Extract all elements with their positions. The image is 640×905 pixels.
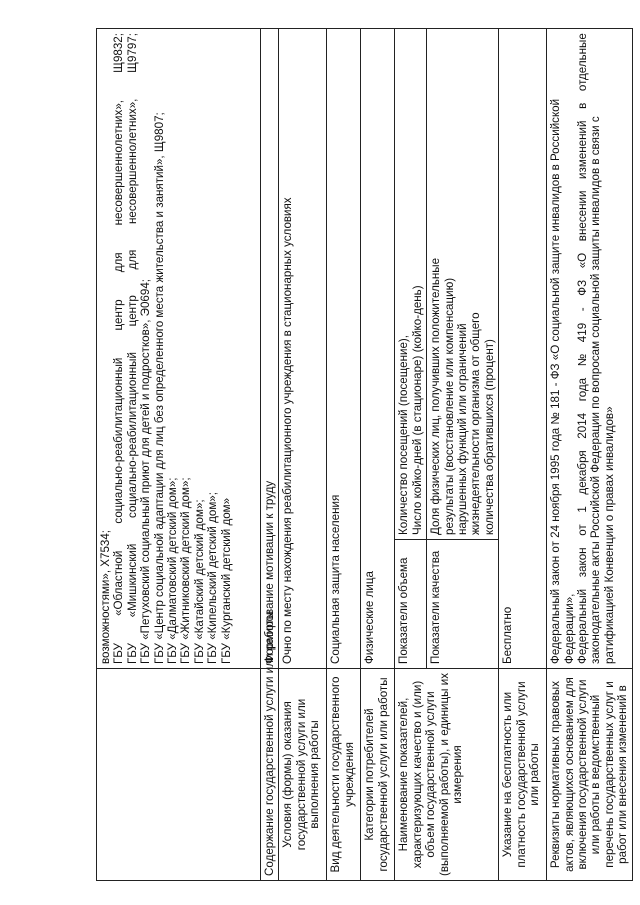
label-line: Вид деятельности государственного bbox=[329, 676, 343, 873]
legal-line-justified bbox=[576, 33, 589, 664]
fee-value: Бесплатно bbox=[499, 29, 547, 669]
label-line: (выполняемой работы), и единицы их bbox=[437, 673, 451, 876]
label-line: включения государственной услуги bbox=[576, 679, 590, 870]
quality-label: Показатели качества bbox=[427, 540, 499, 669]
volume-label: Показатели объема bbox=[395, 540, 426, 669]
legal-line: Федерации», bbox=[562, 593, 576, 664]
word: 2014 bbox=[576, 412, 590, 439]
list-line: ГБУ «Курганский детский дом» bbox=[219, 497, 233, 664]
label-line: работ или внесения изменений в bbox=[616, 685, 630, 864]
word: декабря bbox=[576, 450, 590, 495]
word: «О bbox=[576, 252, 590, 269]
word: внесении bbox=[576, 190, 590, 242]
indicators-subtable bbox=[395, 29, 498, 668]
word: от bbox=[576, 524, 590, 536]
label-line: перечень государственных услуг и bbox=[602, 681, 616, 868]
quality-line: Доля физических лиц, получивших положительные bbox=[429, 257, 443, 535]
legal-acts bbox=[547, 29, 632, 669]
row-label bbox=[547, 669, 632, 881]
word: несовершеннолетних», bbox=[112, 100, 126, 226]
volume-row bbox=[395, 29, 426, 668]
word: «Областной bbox=[112, 550, 126, 616]
word: Федеральный bbox=[576, 588, 590, 664]
volume-value: Количество посещений (посещение), bbox=[397, 335, 411, 535]
quality-line: нарушенных функций или ограничений bbox=[456, 323, 470, 535]
word: центр bbox=[112, 299, 126, 331]
row-work bbox=[261, 29, 279, 881]
word: закон bbox=[576, 547, 590, 578]
word: несовершеннолетних», bbox=[125, 98, 139, 224]
label-line: государственной услуги или bbox=[294, 698, 308, 851]
label-line: Категории потребителей bbox=[363, 708, 377, 841]
word: ГБУ bbox=[125, 643, 139, 664]
row-label-text: Содержание государственной услуги или работы bbox=[263, 610, 276, 876]
legal-line: Федеральный закон от 24 ноября 1995 года № 181 - ФЗ «О социальной защите инвалидов в Российской bbox=[549, 98, 563, 664]
quality-line: жизнедеятельности организма от общего bbox=[469, 312, 483, 535]
row-activity bbox=[327, 29, 361, 881]
label-line: или работы bbox=[528, 743, 542, 806]
volume-value: Число койко-дней (в стационаре) (койко-день) bbox=[410, 285, 424, 535]
quality-line: результаты (восстановление или компенсацию) bbox=[442, 277, 456, 535]
label-line: объем государственной услуги bbox=[424, 691, 438, 858]
row-legal bbox=[547, 29, 632, 881]
label-line: актов, являющихся основанием для bbox=[562, 677, 576, 872]
word: Щ9797; bbox=[125, 33, 139, 73]
word: социально-реабилитационный bbox=[125, 352, 139, 518]
work-value: Формирование мотивации к труду bbox=[261, 29, 279, 669]
activity-value: Социальная защита населения bbox=[327, 29, 361, 669]
row-label bbox=[395, 669, 499, 881]
label-line: учреждения bbox=[342, 742, 356, 807]
label-line: Реквизиты нормативных правовых bbox=[549, 680, 563, 869]
word: - bbox=[576, 307, 590, 312]
indicators-cell bbox=[395, 29, 499, 669]
row-consumers bbox=[361, 29, 395, 881]
legal-line: ратификацией Конвенции о правах инвалидов» bbox=[602, 406, 616, 664]
list-line: ГБУ «Центр социальной адаптации для лиц без определенного места жительства и занятий», Щ9807; bbox=[152, 112, 166, 664]
row-label bbox=[499, 669, 547, 881]
label-line: или работы в ведомственный bbox=[589, 694, 603, 855]
quality-line: количества обратившихся (процент) bbox=[482, 339, 496, 535]
label-line: Наименование показателей, bbox=[397, 697, 411, 852]
list-line: ГБУ «Петуховский социальный приют для детей и подростков», Э0694; bbox=[139, 279, 153, 664]
consumers-value: Физические лица bbox=[361, 29, 395, 669]
label-line: характеризующих качество и (или) bbox=[410, 680, 424, 869]
institutions-list bbox=[97, 29, 261, 669]
label-line: Указание на бесплатность или bbox=[501, 691, 515, 858]
row-label bbox=[327, 669, 361, 881]
row-content bbox=[97, 29, 261, 881]
word: года bbox=[576, 377, 590, 402]
label-line: платность государственной услуги bbox=[514, 681, 528, 868]
list-line: ГБУ «Житниковский детский дом»; bbox=[179, 477, 193, 664]
word: для bbox=[125, 249, 139, 270]
word: изменений bbox=[576, 120, 590, 179]
label-line: измерения bbox=[451, 745, 465, 804]
list-line: ГБУ «Катайский детский дом»; bbox=[192, 499, 206, 664]
row-label bbox=[279, 669, 327, 881]
quality-values bbox=[427, 29, 499, 540]
list-line: ГБУ «Далматовский детский дом»; bbox=[166, 477, 180, 664]
word: в bbox=[576, 102, 590, 109]
conditions-value: Очно по месту нахождения реабилитационного учреждения в стационарных условиях bbox=[279, 29, 327, 669]
service-table bbox=[96, 28, 633, 881]
word: социально-реабилитационный bbox=[112, 357, 126, 524]
list-line: возможностями», Х7534; bbox=[99, 529, 112, 664]
list-line-justified bbox=[126, 33, 139, 664]
word: отдельные bbox=[576, 33, 590, 92]
word: центр bbox=[125, 295, 139, 327]
word: для bbox=[112, 252, 126, 273]
word: № bbox=[576, 353, 590, 367]
list-line-justified bbox=[112, 33, 125, 664]
word: «Мишкинский bbox=[125, 543, 139, 618]
legal-line: законодательные акты Российской Федерации по вопросам социальной защиты инвалидов в связи с bbox=[589, 116, 603, 664]
row-fee bbox=[499, 29, 547, 881]
label-line: государственной услуги или работы bbox=[376, 677, 390, 872]
volume-values bbox=[395, 29, 426, 540]
label-line: Условия (формы) оказания bbox=[281, 701, 295, 848]
row-indicators bbox=[395, 29, 499, 881]
word: 419 bbox=[576, 322, 590, 343]
list-line: ГБУ «Кипельский детский дом»; bbox=[206, 492, 220, 664]
row-conditions bbox=[279, 29, 327, 881]
row-label bbox=[261, 610, 279, 881]
word: ФЗ bbox=[576, 279, 590, 296]
row-label bbox=[361, 669, 395, 881]
row-label bbox=[97, 669, 261, 881]
word: ГБУ bbox=[112, 643, 126, 664]
quality-row bbox=[427, 29, 499, 668]
label-line: выполнения работы bbox=[308, 720, 322, 829]
word: Щ9832; bbox=[112, 33, 126, 73]
word: 1 bbox=[576, 506, 590, 513]
